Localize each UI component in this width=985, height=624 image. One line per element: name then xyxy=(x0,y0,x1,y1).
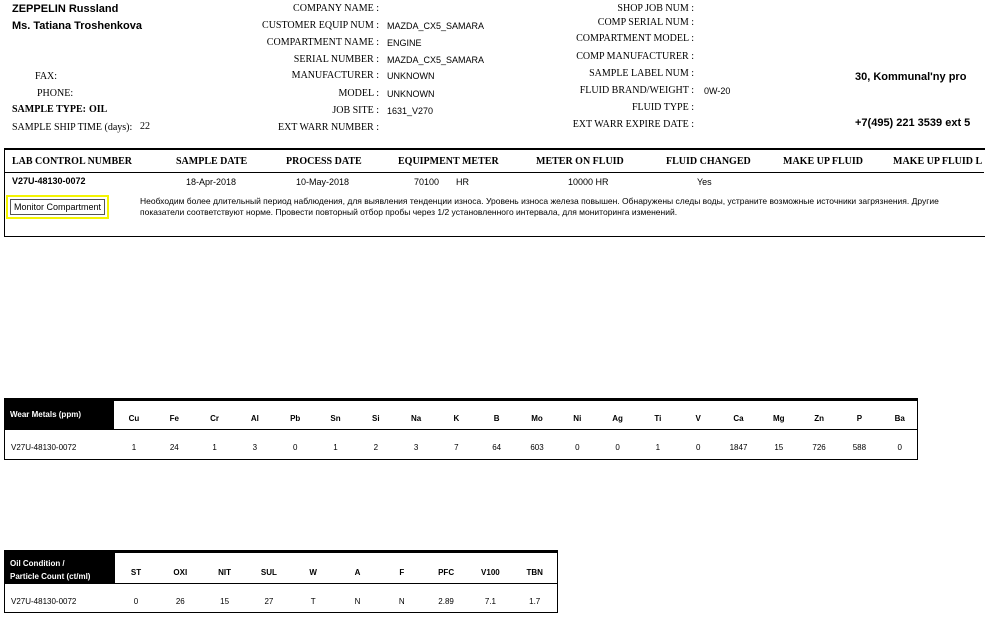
status-label: Monitor Compartment xyxy=(10,199,105,215)
oil-condition-header-sul: SUL xyxy=(260,568,277,577)
wear-metals-header-fe: Fe xyxy=(169,414,179,423)
oil-condition-value-oxi: 26 xyxy=(175,597,185,606)
wear-metals-header-al: Al xyxy=(250,414,259,423)
wear-metals-value-al: 3 xyxy=(252,443,258,452)
oil-condition-header-v100: V100 xyxy=(481,568,500,577)
sample-label-num-label: SAMPLE LABEL NUM : xyxy=(589,68,694,79)
lab-header-make-up-fluid-l: MAKE UP FLUID L xyxy=(893,156,983,167)
customer-address: 30, Kommunal'ny pro xyxy=(855,71,967,83)
wear-metals-value-si: 2 xyxy=(373,443,379,452)
lab-header-sample-date: SAMPLE DATE xyxy=(176,156,248,167)
compartment-model-label: COMPARTMENT MODEL : xyxy=(576,33,694,44)
wear-metals-header-ba: Ba xyxy=(894,414,905,423)
wear-metals-value-v: 0 xyxy=(695,443,701,452)
wear-metals-header-k: K xyxy=(453,414,460,423)
oil-condition-title xyxy=(5,553,115,583)
status-badge xyxy=(6,195,109,219)
oil-condition-value-f: N xyxy=(398,597,405,606)
wear-metals-header-ca: Ca xyxy=(733,414,744,423)
wear-metals-table xyxy=(4,398,918,460)
wear-metals-header-b: B xyxy=(493,414,500,423)
serial-number-value: MAZDA_CX5_SAMARA xyxy=(387,55,485,65)
lab-equipment-meter-unit: HR xyxy=(456,177,469,187)
lab-header-meter-on-fluid: METER ON FLUID xyxy=(536,156,624,167)
fluid-type-label: FLUID TYPE : xyxy=(631,102,694,113)
job-site-value: 1631_V270 xyxy=(387,106,434,116)
comp-serial-num-label: COMP SERIAL NUM : xyxy=(597,17,694,28)
compartment-name-value: ENGINE xyxy=(387,38,422,48)
wear-metals-row-label: V27U-48130-0072 xyxy=(11,443,77,452)
lab-fluid-changed: Yes xyxy=(697,177,712,187)
wear-metals-value-na: 3 xyxy=(413,443,419,452)
wear-metals-value-fe: 24 xyxy=(169,443,179,452)
lab-equipment-meter: 70100 xyxy=(414,177,440,187)
lab-process-date: 10-May-2018 xyxy=(296,177,350,187)
oil-condition-value-a: N xyxy=(354,597,361,606)
oil-condition-value-st: 0 xyxy=(133,597,139,606)
wear-metals-header-ni: Ni xyxy=(573,414,582,423)
wear-metals-title: Wear Metals (ppm) xyxy=(5,401,114,429)
oil-condition-value-w: T xyxy=(310,597,316,606)
wear-metals-value-p: 588 xyxy=(852,443,867,452)
manufacturer-value: UNKNOWN xyxy=(387,71,435,81)
oil-condition-value-nit: 15 xyxy=(220,597,230,606)
wear-metals-header-pb: Pb xyxy=(290,414,301,423)
manufacturer-label: MANUFACTURER : xyxy=(291,70,379,81)
lab-control-number: V27U-48130-0072 xyxy=(12,176,86,186)
phone-label: PHONE: xyxy=(37,88,74,99)
wear-metals-value-mo: 603 xyxy=(530,443,544,452)
company-name-label: COMPANY NAME : xyxy=(293,3,379,14)
oil-condition-row-label: V27U-48130-0072 xyxy=(11,597,77,606)
wear-metals-header-zn: Zn xyxy=(814,414,824,423)
compartment-name-label: COMPARTMENT NAME : xyxy=(266,37,379,48)
sample-type-label: SAMPLE TYPE: xyxy=(12,104,86,115)
lab-header-equipment-meter: EQUIPMENT METER xyxy=(398,156,499,167)
customer-phone: +7(495) 221 3539 ext 5 xyxy=(855,117,971,129)
lab-header-control-number: LAB CONTROL NUMBER xyxy=(12,156,133,167)
wear-metals-header-cr: Cr xyxy=(210,414,220,423)
comp-manufacturer-label: COMP MANUFACTURER : xyxy=(576,51,694,62)
model-label: MODEL : xyxy=(338,88,379,99)
wear-metals-value-ba: 0 xyxy=(897,443,902,452)
wear-metals-header-cu: Cu xyxy=(128,414,140,423)
wear-metals-value-ti: 1 xyxy=(655,443,661,452)
wear-metals-value-ca: 1847 xyxy=(729,443,748,452)
oil-condition-header-pfc: PFC xyxy=(438,568,455,577)
wear-metals-header-sn: Sn xyxy=(330,414,341,423)
wear-metals-header-na: Na xyxy=(410,414,422,423)
wear-metals-header-ag: Ag xyxy=(612,414,623,423)
wear-metals-value-b: 64 xyxy=(492,443,502,452)
job-site-label: JOB SITE : xyxy=(332,105,379,116)
ship-time-label: SAMPLE SHIP TIME (days): xyxy=(12,122,133,133)
customer-company: ZEPPELIN Russland xyxy=(12,3,119,15)
lab-header-process-date: PROCESS DATE xyxy=(286,156,362,167)
oil-condition-title-line2: Particle Count (ct/ml) xyxy=(10,572,91,581)
wear-metals-value-sn: 1 xyxy=(333,443,338,452)
wear-metals-value-k: 7 xyxy=(454,443,459,452)
lab-comment: Необходим более длительный период наблюдения, для выявления тенденции износа. Уровень износа железа повышен. Обнаружены следы воды, устраните возможные источники загрязнения. Другие показатели соответствуют норме. Провести повторный отбор пробы через 1/2 установленного интервала, для мониторинга изменений. xyxy=(140,196,939,217)
oil-condition-header-nit: NIT xyxy=(218,568,232,577)
oil-condition-value-tbn: 1.7 xyxy=(529,597,541,606)
wear-metals-value-zn: 726 xyxy=(812,443,826,452)
lab-header-make-up-fluid: MAKE UP FLUID xyxy=(783,156,863,167)
wear-metals-header-si: Si xyxy=(372,414,380,423)
wear-metals-value-pb: 0 xyxy=(292,443,298,452)
wear-metals-header-ti: Ti xyxy=(654,414,662,423)
customer-equip-value: MAZDA_CX5_SAMARA xyxy=(387,21,485,31)
fluid-brand-value: 0W-20 xyxy=(704,86,731,96)
oil-condition-header-oxi: OXI xyxy=(173,568,188,577)
wear-metals-value-cu: 1 xyxy=(131,443,137,452)
serial-number-label: SERIAL NUMBER : xyxy=(293,54,379,65)
customer-equip-label: CUSTOMER EQUIP NUM : xyxy=(262,20,379,31)
ext-warr-number-label: EXT WARR NUMBER : xyxy=(277,122,379,133)
wear-metals-value-cr: 1 xyxy=(212,443,217,452)
oil-condition-header-f: F xyxy=(399,568,405,577)
oil-condition-header-st: ST xyxy=(130,568,142,577)
fax-label: FAX: xyxy=(35,71,58,82)
fluid-brand-label: FLUID BRAND/WEIGHT : xyxy=(579,85,694,96)
model-value: UNKNOWN xyxy=(387,89,435,99)
shop-job-num-label: SHOP JOB NUM : xyxy=(617,3,694,14)
lab-meter-on-fluid: 10000 HR xyxy=(568,177,609,187)
wear-metals-header-p: P xyxy=(856,414,863,423)
oil-condition-header-tbn: TBN xyxy=(526,568,543,577)
oil-condition-header-a: A xyxy=(354,568,361,577)
wear-metals-value-ni: 0 xyxy=(575,443,580,452)
sample-type-value: OIL xyxy=(89,104,108,115)
wear-metals-value-ag: 0 xyxy=(615,443,620,452)
oil-condition-title-line1: Oil Condition / xyxy=(10,559,65,568)
oil-condition-header-w: W xyxy=(309,568,317,577)
lab-header-fluid-changed: FLUID CHANGED xyxy=(666,156,751,167)
wear-metals-header-mo: Mo xyxy=(531,414,543,423)
wear-metals-value-mg: 15 xyxy=(774,443,784,452)
lab-control-header-row xyxy=(4,150,984,173)
wear-metals-header-v: V xyxy=(695,414,701,423)
ext-warr-expire-label: EXT WARR EXPIRE DATE : xyxy=(572,119,694,130)
customer-contact: Ms. Tatiana Troshenkova xyxy=(12,20,143,32)
oil-condition-value-v100: 7.1 xyxy=(484,597,496,606)
oil-condition-value-sul: 27 xyxy=(264,597,274,606)
ship-time-value: 22 xyxy=(140,121,150,132)
oil-condition-value-pfc: 2.89 xyxy=(438,597,454,606)
lab-sample-date: 18-Apr-2018 xyxy=(186,177,237,187)
wear-metals-header-mg: Mg xyxy=(773,414,785,423)
oil-condition-table xyxy=(4,550,558,613)
